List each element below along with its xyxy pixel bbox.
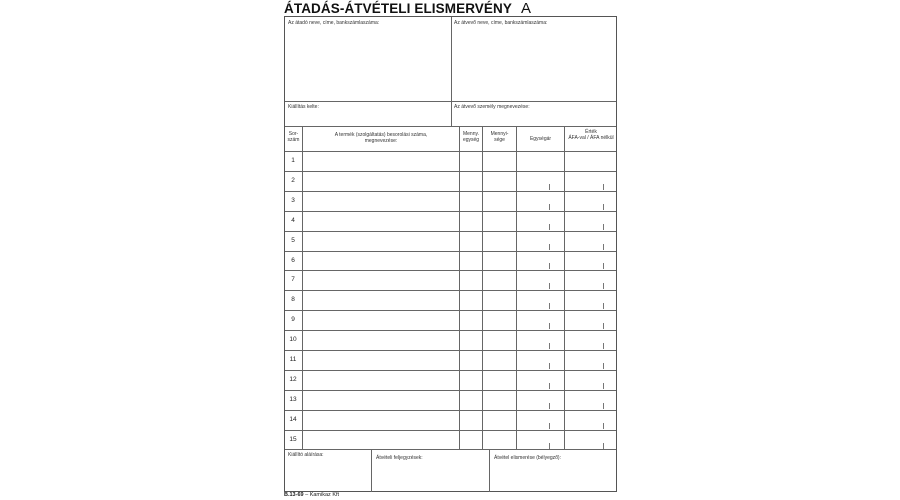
col-line-2 [459,126,460,449]
row-line [285,270,616,271]
decimal-separator-tick [603,363,604,369]
row-line [285,390,616,391]
decimal-separator-tick [603,383,604,389]
decimal-separator-tick [549,383,550,389]
header-unit-price: Egységár [529,136,552,142]
table-bottom-line [285,449,616,450]
col-line-1 [302,126,303,449]
table-header-bottom-line [285,151,616,152]
row-line [285,430,616,431]
col-line-5 [564,126,565,449]
table-top-line [285,126,616,127]
row-number: 14 [289,415,297,423]
row-line [285,231,616,232]
decimal-separator-tick [603,224,604,230]
row-number: 3 [291,196,295,204]
header-quantity: Mennyi- sége [490,131,509,143]
decimal-separator-tick [549,184,550,190]
issuer-signature-label: Kiállító aláírása: [288,452,324,458]
row-line [285,410,616,411]
form-footer [284,492,339,498]
row-line [285,171,616,172]
row-number: 5 [291,236,295,244]
row-number: 7 [291,276,295,284]
address-bottom-line [285,101,616,102]
decimal-separator-tick [549,323,550,329]
decimal-separator-tick [549,423,550,429]
decimal-separator-tick [603,423,604,429]
form-title: ÁTADÁS-ÁTVÉTELI ELISMERVÉNY [284,1,512,16]
row-number: 2 [291,176,295,184]
row-line [285,251,616,252]
copy-mark: A [520,0,531,17]
decimal-separator-tick [549,204,550,210]
row-line [285,310,616,311]
sig-divider-2 [489,449,490,492]
decimal-separator-tick [603,263,604,269]
row-number: 6 [291,256,295,264]
col-line-3 [482,126,483,449]
row-line [285,191,616,192]
sig-divider-1 [371,449,372,492]
decimal-separator-tick [549,403,550,409]
row-line [285,330,616,331]
decimal-separator-tick [603,283,604,289]
row-number: 15 [289,435,297,443]
decimal-separator-tick [549,283,550,289]
receiver-person-label: Az átvevő személy megnevezése: [454,104,530,110]
footer-publisher: Kamikaz Kft [309,492,340,498]
row-number: 10 [289,336,297,344]
decimal-separator-tick [603,443,604,449]
row-number: 13 [289,395,297,403]
row-line [285,370,616,371]
col-line-4 [516,126,517,449]
row-number: 1 [291,157,295,164]
address-divider [451,17,452,126]
row-line [285,290,616,291]
footer-separator: – [305,492,309,498]
form-body [284,16,617,492]
decimal-separator-tick [549,443,550,449]
decimal-separator-tick [603,244,604,250]
decimal-separator-tick [549,303,550,309]
header-unit: Menny. egység [462,131,480,143]
delivery-remarks-label: Átvételi feljegyzések: [376,455,423,461]
row-number: 4 [291,216,295,224]
decimal-separator-tick [549,224,550,230]
decimal-separator-tick [549,343,550,349]
sender-label: Az átadó neve, címe, bankszámlaszáma: [288,20,380,26]
decimal-separator-tick [549,244,550,250]
row-line [285,350,616,351]
receipt-acknowledgement-label: Átvétel elismerése (bélyegző): [494,455,561,461]
header-product: A termék (szolgáltatás) besorolási száma, megnevezése: [334,132,428,144]
row-number: 8 [291,296,295,304]
issue-date-label: Kiállítás kelte: [288,104,319,110]
decimal-separator-tick [549,263,550,269]
row-number: 12 [289,375,297,383]
row-number: 11 [289,356,297,363]
decimal-separator-tick [603,323,604,329]
decimal-separator-tick [603,204,604,210]
receipt-form-page [284,0,617,500]
row-line [285,211,616,212]
decimal-separator-tick [603,343,604,349]
header-row-no: Sor- szám [287,131,300,143]
footer-code: B.13-69 [284,492,304,498]
title-row [284,0,531,17]
decimal-separator-tick [603,184,604,190]
header-value: Érték ÁFA-val / ÁFA nélkül [568,129,614,141]
decimal-separator-tick [603,403,604,409]
decimal-separator-tick [549,363,550,369]
receiver-label: Az átvevő neve, címe, bankszámlaszáma: [454,20,548,26]
row-number: 9 [291,316,295,324]
decimal-separator-tick [603,303,604,309]
